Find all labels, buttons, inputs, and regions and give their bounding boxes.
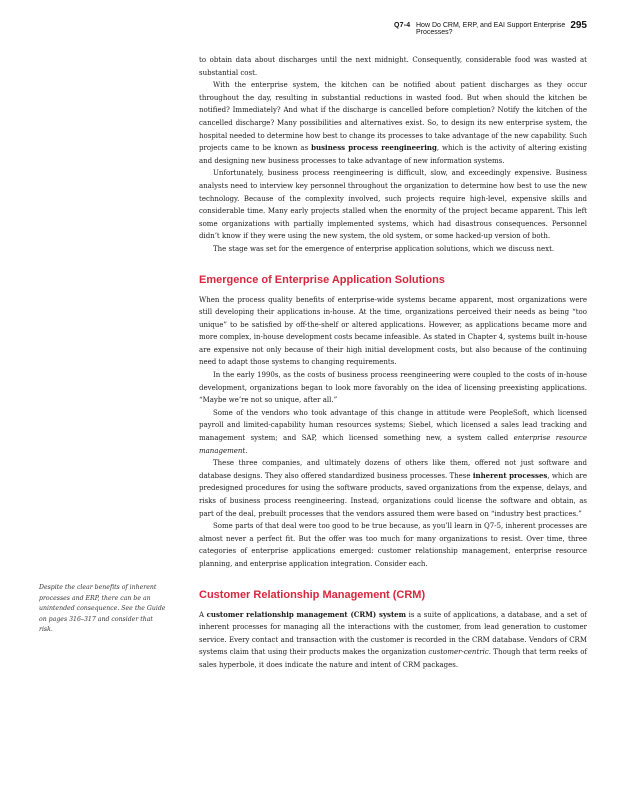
section-heading: Customer Relationship Management (CRM) [199,588,426,601]
paragraph: Unfortunately, business process reengineering is difficult, slow, and exceedingly expensive. Business analysts need to interview key personnel throughout the organization to determine how best to use the new technology. Because of the complexity involved, such projects require high-level, expensive skills and considerable time. Many early projects stalled when the enormity of the project became apparent. This left some organizations with partially implemented systems, which had disastrous consequences. Personnel didn’t know if they were using the new system, the old system, or some hacked-up version of both. [199,169,587,241]
text-run: Some of the vendors who took advantage of this change in attitude were PeopleSoft, which licensed payroll and limited-capability human resources systems; Siebel, which licensed a sales lead tracking and management system; and SAP, which licensed something new, a system called [199,408,587,443]
text-run: A [199,610,207,619]
section-heading: Emergence of Enterprise Application Solutions [199,273,445,286]
text-run: . [245,446,248,455]
main-text-column [199,54,587,672]
key-term: customer relationship management (CRM) system [206,609,407,619]
paragraph: The stage was set for the emergence of enterprise application solutions, which we discuss next. [213,244,555,253]
paragraph: When the process quality benefits of enterprise-wide systems became apparent, most organizations were still developing their applications in-house. At the time, organizations perceived their needs as being “too unique” to be satisfied by off-the-shelf or altered applications. However, as applications became more and more complex, in-house development costs became infeasible. As stated in Chapter 4, systems built in-house are expensive not only because of their high initial development costs, but also because of the continuing need to adapt those systems to changing requirements. [199,295,587,367]
section-code: Q7-4 [394,22,411,29]
key-term: business process reengineering [311,143,437,153]
text-run: , which is the activity of altering existing and designing new business processes to take advantage of new information systems. [199,144,587,165]
running-header [394,20,587,34]
paragraph: In the early 1990s, as the costs of business process reengineering were coupled to the costs of in-house development, organizations began to look more favorably on the idea of licensing preexisting applications. “Maybe we’re not so unique, after all.” [199,371,587,405]
key-term: inherent processes [472,470,548,480]
text-run: is a suite of applications, a database, and a set of inherent processes for managing all the interactions with the customer, from lead generation to customer service. Every contact and transaction with the customer is recorded in the CRM database. Vendors of CRM systems claim that using their products makes the organization [199,610,587,657]
paragraph [199,407,587,457]
margin-note: Despite the clear benefits of inherent processes and ERP, there can be an unintended consequence. See the Guide on pages 316–317 and consider that risk. [39,584,166,633]
text-run: , which are predesigned procedures for using the software products, saved organizations from the expense, delays, and risks of business process reengineering. Instead, organizations could license the software and obtain, as part of the deal, prebuilt processes that the vendors assured them were based on “industry best practices.” [199,471,587,518]
paragraph: Some parts of that deal were too good to be true because, as you’ll learn in Q7-5, inherent processes are almost never a perfect fit. But the offer was too much for many organizations to resist. Over time, three categories of enterprise applications emerged: customer relationship management, enterprise resource planning, and enterprise application integration. Consider each. [199,522,587,568]
paragraph [199,457,587,520]
text-run: These three companies, and ultimately dozens of others like them, offered not just software and database designs. They also offered standardized business processes. These [199,459,587,480]
page-number: 295 [570,20,587,31]
italic-term: customer-centric [428,648,489,657]
running-header-title: How Do CRM, ERP, and EAI Support Enterprise Processes? [416,22,566,36]
paragraph [199,79,587,167]
text-run: With the enterprise system, the kitchen can be notified about patient discharges as they occur throughout the day, resulting in substantial reductions in wasted food. But when should the kitchen be notified? Immediately? And what if the discharge is cancelled before completion? Notify the kitchen of the cancelled discharge? Many possibilities and alternatives exist. So, to design its new enterprise system, the hospital needed to determine how best to change its processes to take advantage of the new capability. Such projects came to be known as [199,81,587,153]
italic-term: enterprise resource management [199,434,587,455]
paragraph [199,609,587,672]
paragraph: to obtain data about discharges until the next midnight. Consequently, considerable food was wasted at substantial cost. [199,56,587,77]
text-run: . Though that term reeks of sales hyperbole, it does indicate the nature and intent of CRM packages. [199,648,588,669]
